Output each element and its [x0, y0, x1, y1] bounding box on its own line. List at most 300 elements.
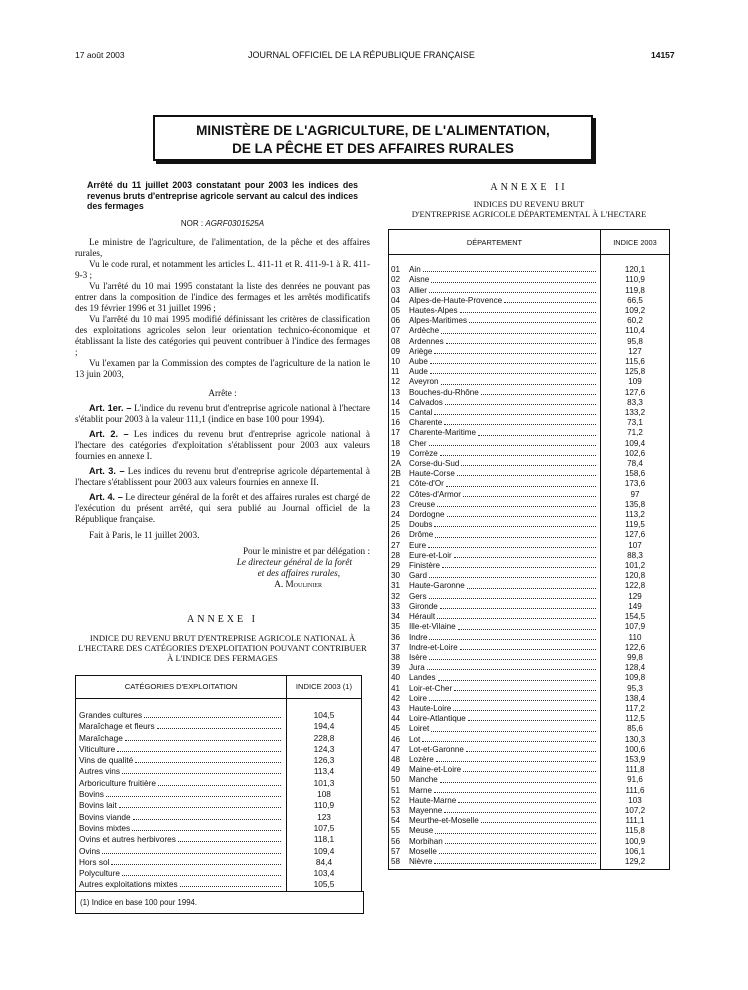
department-number: 18 — [389, 439, 410, 449]
department-name: Cantal — [409, 408, 433, 418]
department-number: 37 — [389, 643, 410, 653]
department-name: Morbihan — [409, 836, 443, 846]
table-row — [389, 826, 670, 836]
table-row — [389, 735, 670, 745]
nor-code: AGRF0301525A — [205, 218, 265, 228]
visa-paragraph: Le ministre de l'agriculture, de l'alimentation, de la pêche et des affaires rurales, — [75, 236, 370, 258]
category-label: Bovins lait — [79, 800, 117, 811]
department-number: 26 — [389, 530, 410, 540]
article-text: Le directeur général de la forêt et des affaires rurales est chargé de l'exécution du présent arrêté, qui sera publié au Journal officiel de la République française. — [75, 491, 371, 524]
table-row — [389, 347, 670, 357]
article-text: Les indices du revenu brut d'entreprise agricole départemental à l'hectare s'établissent pour 2003 aux valeurs fournies en annexe II. — [75, 465, 371, 487]
category-label: Bovins viande — [79, 811, 131, 822]
category-label: Grandes cultures — [79, 709, 143, 720]
category-index-value: 194,4 — [287, 721, 362, 732]
department-name: Meurthe-et-Moselle — [409, 816, 479, 826]
table-row — [76, 857, 362, 868]
department-number: 15 — [389, 408, 410, 418]
table-row — [76, 710, 362, 721]
table-row — [76, 778, 362, 789]
department-name: Indre — [409, 632, 428, 642]
category-label: Hors sol — [79, 856, 110, 867]
department-index-value: 128,4 — [601, 663, 670, 673]
annexe-1-subtitle: INDICE DU REVENU BRUT D'ENTREPRISE AGRICOLE NATIONAL À L'HECTARE DES CATÉGORIES D'EXPLOITATION POUVANT CONTRIBUER À L'INDICE DES FERMAGES — [78, 632, 367, 663]
department-name: Landes — [409, 673, 436, 683]
department-name: Côte-d'Or — [409, 479, 444, 489]
table-row — [389, 306, 670, 316]
department-index-value: 102,6 — [601, 449, 670, 459]
table-row — [389, 541, 670, 551]
category-index-value: 228,8 — [287, 732, 362, 743]
table-row — [389, 377, 670, 387]
table-row — [389, 265, 670, 275]
department-number: 02 — [389, 275, 410, 285]
table-row — [389, 316, 670, 326]
department-number: 35 — [389, 622, 410, 632]
department-number: 24 — [389, 510, 410, 520]
table-row — [389, 326, 670, 336]
table-row — [76, 744, 362, 755]
department-name: Aisne — [409, 275, 430, 285]
department-name: Gers — [409, 591, 427, 601]
category-index-value: 101,3 — [287, 778, 362, 789]
department-index-value: 112,5 — [601, 714, 670, 724]
department-number: 45 — [389, 724, 410, 734]
department-index-value: 127,6 — [601, 388, 670, 398]
category-index-value: 118,1 — [287, 834, 362, 845]
table-row — [389, 439, 670, 449]
department-index-value: 117,2 — [601, 704, 670, 714]
department-number: 27 — [389, 541, 410, 551]
table-row — [389, 286, 670, 296]
department-index-value: 135,8 — [601, 500, 670, 510]
department-index-value: 66,5 — [601, 296, 670, 306]
category-index-value: 103,4 — [287, 868, 362, 879]
department-number: 57 — [389, 847, 410, 857]
department-index-value: 154,5 — [601, 612, 670, 622]
department-number: 36 — [389, 633, 410, 643]
department-index-value: 133,2 — [601, 408, 670, 418]
department-index-value: 106,1 — [601, 847, 670, 857]
table-row — [76, 800, 362, 811]
department-number: 50 — [389, 775, 410, 785]
table-row — [389, 775, 670, 785]
category-index-value: 108 — [287, 789, 362, 800]
annexe-2-heading: ANNEXE II — [490, 182, 568, 193]
table-row — [389, 449, 670, 459]
annexe-1-footnote: (1) Indice en base 100 pour 1994. — [75, 891, 364, 914]
table-row — [389, 561, 670, 571]
category-label: Ovins — [79, 845, 101, 856]
table-row — [76, 823, 362, 834]
department-index-value: 85,6 — [601, 724, 670, 734]
table-row — [76, 721, 362, 732]
table-row — [389, 500, 670, 510]
department-name: Moselle — [409, 846, 437, 856]
table-row — [389, 459, 670, 469]
category-label: Ovins et autres herbivores — [79, 834, 176, 845]
articles — [75, 403, 370, 525]
department-name: Eure — [409, 540, 427, 550]
table-row — [389, 398, 670, 408]
table-row — [389, 806, 670, 816]
department-index-value: 109,2 — [601, 306, 670, 316]
department-index-value: 107,2 — [601, 806, 670, 816]
department-name: Aude — [409, 367, 428, 377]
department-number: 22 — [389, 490, 410, 500]
department-name: Charente — [409, 418, 443, 428]
category-index-value: 107,5 — [287, 823, 362, 834]
department-name: Alpes-Maritimes — [409, 316, 468, 326]
table-row — [389, 857, 670, 867]
department-index-value: 120,1 — [601, 265, 670, 275]
visas — [75, 237, 370, 380]
department-number: 10 — [389, 357, 410, 367]
article-paragraph — [75, 429, 370, 462]
category-index-value: 109,4 — [287, 845, 362, 856]
done-at: Fait à Paris, le 11 juillet 2003. — [89, 529, 200, 540]
page-header — [0, 50, 748, 64]
department-name: Corrèze — [409, 448, 438, 458]
department-name: Charente-Maritime — [409, 428, 477, 438]
department-index-value: 115,6 — [601, 357, 670, 367]
visa-paragraph: Vu le code rural, et notamment les articles L. 411-11 et R. 411-9-1 à R. 411-9-3 ; — [75, 258, 370, 280]
article-number: Art. 2. – — [89, 428, 129, 439]
department-name: Loiret — [409, 724, 430, 734]
category-label: Viticulture — [79, 743, 116, 754]
annexe-1-heading: ANNEXE I — [187, 613, 258, 625]
department-index-value: 111,8 — [601, 765, 670, 775]
department-number: 13 — [389, 388, 410, 398]
department-number: 07 — [389, 326, 410, 336]
department-name: Hérault — [409, 612, 436, 622]
table-row — [389, 755, 670, 765]
department-name: Alpes-de-Haute-Provence — [409, 295, 503, 305]
category-label: Maraîchage — [79, 732, 123, 743]
department-index-value: 138,4 — [601, 694, 670, 704]
table-row — [389, 337, 670, 347]
annexe-2-subtitle-line-1: INDICES DU REVENU BRUT — [473, 199, 585, 209]
department-index-value: 107 — [601, 541, 670, 551]
department-index-value: 107,9 — [601, 622, 670, 632]
department-number: 31 — [389, 581, 410, 591]
category-label: Autres exploitations mixtes — [79, 879, 178, 890]
department-name: Isère — [409, 652, 427, 662]
department-name: Manche — [409, 775, 438, 785]
department-index-value: 60,2 — [601, 316, 670, 326]
category-label: Vins de qualité — [79, 755, 134, 766]
table-row — [76, 732, 362, 743]
department-index-value: 122,8 — [601, 581, 670, 591]
category-label: Bovins — [79, 789, 104, 800]
department-name: Ardèche — [409, 326, 440, 336]
article-number: Art. 3. – — [89, 465, 125, 476]
department-number: 30 — [389, 571, 410, 581]
department-name: Cher — [409, 438, 427, 448]
table-row — [389, 673, 670, 683]
department-name: Haute-Corse — [409, 469, 455, 479]
department-index-value: 110 — [601, 633, 670, 643]
department-number: 53 — [389, 806, 410, 816]
signature-line-1: Pour le ministre et par délégation : — [242, 545, 370, 556]
table-row — [389, 796, 670, 806]
department-number: 54 — [389, 816, 410, 826]
department-name: Doubs — [409, 520, 433, 530]
department-index-value: 78,4 — [601, 459, 670, 469]
department-index-value: 100,6 — [601, 745, 670, 755]
department-name: Calvados — [409, 397, 443, 407]
article-text: L'indice du revenu brut d'entreprise agricole national à l'hectare s'établit pour 2003 à la valeur 111,1 (indice en base 100 pour 1994). — [75, 402, 371, 424]
department-index-value: 120,8 — [601, 571, 670, 581]
header-page-number: 14157 — [651, 50, 675, 60]
department-number: 56 — [389, 837, 410, 847]
department-index-value: 111,6 — [601, 786, 670, 796]
department-index-value: 109 — [601, 377, 670, 387]
department-number: 17 — [389, 428, 410, 438]
nor-reference — [75, 218, 370, 229]
department-number: 21 — [389, 479, 410, 489]
category-index-value: 113,4 — [287, 766, 362, 777]
department-index-value: 91,6 — [601, 775, 670, 785]
department-index-value: 109,8 — [601, 673, 670, 683]
department-index-value: 109,4 — [601, 439, 670, 449]
table-row — [76, 834, 362, 845]
table-row — [389, 694, 670, 704]
department-index-value: 153,9 — [601, 755, 670, 765]
department-name: Corse-du-Sud — [409, 459, 460, 469]
department-number: 34 — [389, 612, 410, 622]
department-number: 49 — [389, 765, 410, 775]
department-name: Côtes-d'Armor — [409, 489, 461, 499]
category-label: Bovins mixtes — [79, 822, 131, 833]
ministry-banner — [153, 115, 593, 161]
signature-line-2: Le directeur général de la forêt — [236, 556, 352, 567]
table-row — [389, 408, 670, 418]
table-row — [76, 868, 362, 879]
arrete-label: Arrête : — [208, 387, 237, 398]
department-name: Indre-et-Loire — [409, 642, 458, 652]
annexe-1-col-header-category: CATÉGORIES D'EXPLOITATION — [76, 675, 287, 698]
department-index-value: 129 — [601, 592, 670, 602]
department-number: 03 — [389, 286, 410, 296]
category-label: Autres vins — [79, 766, 121, 777]
department-name: Lot-et-Garonne — [409, 744, 464, 754]
department-index-value: 103 — [601, 796, 670, 806]
department-index-value: 73,1 — [601, 418, 670, 428]
table-row — [76, 766, 362, 777]
department-number: 14 — [389, 398, 410, 408]
annexe-2-subtitle — [388, 199, 670, 219]
article-number: Art. 4. – — [89, 491, 123, 502]
department-index-value: 115,8 — [601, 826, 670, 836]
department-index-value: 130,3 — [601, 735, 670, 745]
annexe-1-table — [75, 675, 362, 891]
department-index-value: 101,2 — [601, 561, 670, 571]
table-row — [389, 490, 670, 500]
table-row — [389, 765, 670, 775]
nor-label: NOR : — [180, 218, 204, 228]
department-name: Haute-Loire — [409, 703, 452, 713]
department-name: Lozère — [409, 754, 434, 764]
department-number: 51 — [389, 786, 410, 796]
table-row — [76, 879, 362, 890]
department-name: Meuse — [409, 826, 434, 836]
table-row — [389, 847, 670, 857]
department-number: 38 — [389, 653, 410, 663]
department-name: Loir-et-Cher — [409, 683, 453, 693]
department-number: 01 — [389, 265, 410, 275]
department-index-value: 100,9 — [601, 837, 670, 847]
category-label: Arboriculture fruitière — [79, 777, 157, 788]
category-index-value: 126,3 — [287, 755, 362, 766]
table-row — [389, 551, 670, 561]
category-label: Polyculture — [79, 868, 121, 879]
article-number: Art. 1er. – — [89, 402, 132, 413]
department-name: Mayenne — [409, 805, 443, 815]
article-paragraph — [75, 492, 370, 525]
right-column — [388, 180, 670, 870]
table-row — [389, 663, 670, 673]
table-row — [389, 367, 670, 377]
category-index-value: 123 — [287, 811, 362, 822]
department-number: 08 — [389, 337, 410, 347]
department-index-value: 125,8 — [601, 367, 670, 377]
table-row — [76, 755, 362, 766]
department-number: 32 — [389, 592, 410, 602]
department-index-value: 122,6 — [601, 643, 670, 653]
department-name: Ain — [409, 265, 421, 275]
department-index-value: 95,8 — [601, 337, 670, 347]
department-index-value: 95,3 — [601, 684, 670, 694]
visa-paragraph: Vu l'arrêté du 10 mai 1995 modifié définissant les critères de classification des exploitations agricoles selon leur orientation technico-économique et établissant la liste des catégories qui peuvent contribuer à l'indice des fermages ; — [75, 313, 370, 357]
table-row — [389, 592, 670, 602]
table-row — [76, 811, 362, 822]
department-name: Allier — [409, 285, 427, 295]
department-index-value: 113,2 — [601, 510, 670, 520]
annexe-2-table — [388, 229, 670, 870]
department-number: 29 — [389, 561, 410, 571]
department-name: Aveyron — [409, 377, 439, 387]
department-number: 23 — [389, 500, 410, 510]
table-row — [389, 571, 670, 581]
department-number: 58 — [389, 857, 410, 867]
department-number: 19 — [389, 449, 410, 459]
visa-paragraph: Vu l'examen par la Commission des comptes de l'agriculture de la nation le 13 juin 2003, — [75, 357, 370, 379]
department-number: 09 — [389, 347, 410, 357]
table-row — [389, 510, 670, 520]
department-index-value: 149 — [601, 602, 670, 612]
department-number: 47 — [389, 745, 410, 755]
department-index-value: 110,9 — [601, 275, 670, 285]
department-index-value: 99,8 — [601, 653, 670, 663]
department-index-value: 111,1 — [601, 816, 670, 826]
department-number: 2A — [389, 459, 410, 469]
department-name: Creuse — [409, 499, 436, 509]
table-row — [389, 520, 670, 530]
visa-paragraph: Vu l'arrêté du 10 mai 1995 constatant la liste des denrées ne pouvant pas entrer dans la composition de l'indice des fermages et les arrêtés modificatifs des 19 février 1996 et 31 juillet 1996 ; — [75, 280, 370, 313]
table-row — [389, 428, 670, 438]
table-row — [389, 786, 670, 796]
department-number: 33 — [389, 602, 410, 612]
table-row — [76, 845, 362, 856]
ministry-line-1: MINISTÈRE DE L'AGRICULTURE, DE L'ALIMENTATION, — [196, 123, 550, 138]
table-row — [389, 388, 670, 398]
department-number: 11 — [389, 367, 410, 377]
department-name: Jura — [409, 663, 425, 673]
department-number: 25 — [389, 520, 410, 530]
category-index-value: 84,4 — [287, 857, 362, 868]
table-row — [389, 714, 670, 724]
department-number: 12 — [389, 377, 410, 387]
department-index-value: 119,5 — [601, 520, 670, 530]
table-row — [389, 296, 670, 306]
header-date: 17 août 2003 — [75, 50, 125, 60]
department-name: Loire-Atlantique — [409, 714, 466, 724]
table-row — [389, 724, 670, 734]
department-name: Marne — [409, 785, 432, 795]
table-row — [389, 643, 670, 653]
table-row — [389, 479, 670, 489]
department-index-value: 83,3 — [601, 398, 670, 408]
table-row — [76, 789, 362, 800]
department-number: 42 — [389, 694, 410, 704]
department-number: 16 — [389, 418, 410, 428]
department-index-value: 173,6 — [601, 479, 670, 489]
department-index-value: 158,6 — [601, 469, 670, 479]
department-name: Haute-Garonne — [409, 581, 465, 591]
article-paragraph — [75, 466, 370, 488]
table-row — [389, 653, 670, 663]
department-index-value: 119,8 — [601, 286, 670, 296]
department-number: 2B — [389, 469, 410, 479]
category-index-value: 105,5 — [287, 879, 362, 890]
department-index-value: 71,2 — [601, 428, 670, 438]
table-row — [389, 684, 670, 694]
table-row — [389, 633, 670, 643]
annexe-2-col-header-index: INDICE 2003 — [601, 230, 670, 255]
left-column — [75, 180, 370, 914]
annexe-1-col-header-index: INDICE 2003 (1) — [287, 675, 362, 698]
department-index-value: 127 — [601, 347, 670, 357]
department-index-value: 127,6 — [601, 530, 670, 540]
department-index-value: 97 — [601, 490, 670, 500]
department-number: 04 — [389, 296, 410, 306]
table-row — [389, 612, 670, 622]
department-name: Loire — [409, 693, 427, 703]
table-row — [389, 704, 670, 714]
department-number: 05 — [389, 306, 410, 316]
category-label: Maraîchage et fleurs — [79, 721, 155, 732]
table-row — [389, 418, 670, 428]
category-index-value: 104,5 — [287, 710, 362, 721]
department-number: 41 — [389, 684, 410, 694]
table-row — [389, 602, 670, 612]
article-text: Les indices du revenu brut d'entreprise agricole national à l'hectare des catégories d'exploitation s'établissent pour 2003 aux valeurs fournies en annexe I. — [75, 428, 370, 461]
table-row — [389, 837, 670, 847]
department-name: Ille-et-Vilaine — [409, 622, 456, 632]
department-number: 06 — [389, 316, 410, 326]
department-name: Haute-Marne — [409, 795, 457, 805]
table-row — [389, 816, 670, 826]
department-index-value: 88,3 — [601, 551, 670, 561]
arrete-title: Arrêté du 11 juillet 2003 constatant pour 2003 les indices des revenus bruts d'entreprise agricole servant au calcul des indices des fermages — [87, 180, 358, 211]
department-name: Eure-et-Loir — [409, 550, 452, 560]
department-number: 55 — [389, 826, 410, 836]
category-index-value: 124,3 — [287, 744, 362, 755]
department-number: 43 — [389, 704, 410, 714]
signature-line-3: et des affaires rurales, — [257, 567, 340, 578]
department-name: Finistère — [409, 561, 441, 571]
